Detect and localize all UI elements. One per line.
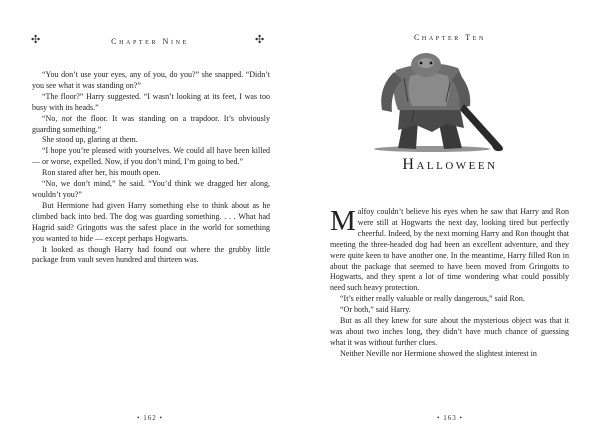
paragraph: But Hermione had given Harry something else to think about as he climbed back into bed. The dog was guarding something. . . . What had Hagrid said? Gringotts was the safest place in the world for something you wanted to hide — except perhaps Hogwarts. — [32, 200, 270, 243]
paragraph: “Or both,” said Harry. — [340, 305, 411, 315]
running-head: Chapter Nine — [111, 37, 189, 46]
page-number: • 163 • — [437, 414, 463, 422]
paragraph-text: alfoy couldn’t believe his eyes when he saw that Harry and Ron were still at Hogwarts the next day, looking tired but perfectly cheerful. Indeed, by the next morning Harry and Ron thought that meeting the three-headed dog had been an excellent adventure, and they were quite keen to have another one. In the meantime, Harry filled Ron in about the package that seemed to have been moved from Gringotts to Hogwarts, and they spent a lot of time wondering what could possibly need such heavy protection. — [330, 207, 569, 293]
page-number: • 162 • — [137, 414, 163, 422]
paragraph — [330, 207, 569, 294]
page-body-text — [32, 70, 270, 266]
paragraph: But as all they knew for sure about the mysterious object was that it was about two inches long, they didn’t have much chance of guessing what it was without further clues. — [330, 316, 569, 347]
paragraph: Ron stared after her, his mouth open. — [42, 168, 161, 178]
ornament-icon: ✣ — [31, 34, 41, 46]
paragraph: “No, not the floor. It was standing on a trapdoor. It’s obviously guarding something.” — [32, 113, 271, 134]
drop-cap: M — [330, 205, 356, 237]
chapter-label: Chapter Ten — [413, 33, 486, 42]
paragraph: She stood up, glaring at them. — [42, 135, 138, 145]
ornament-icon: ✣ — [255, 34, 265, 46]
paragraph: “You don’t use your eyes, any of you, do you?” she snapped. “Didn’t you see what it was standing on?” — [32, 70, 270, 90]
paragraph: It looked as though Harry had found out where the grubby little package from vault seven hundred and thirteen was. — [32, 244, 270, 265]
paragraph: “It’s either really valuable or really dangerous,” said Ron. — [340, 294, 525, 304]
paragraph: “No, we don’t mind,” he said. “You’d think we dragged her along, wouldn’t you?” — [32, 179, 270, 199]
paragraph: “The floor?” Harry suggested. “I wasn’t looking at its feet, I was too busy with its heads.” — [32, 91, 270, 112]
page-body-text — [330, 207, 569, 360]
paragraph: “I hope you’re pleased with yourselves. We could all have been killed — or worse, expelled. Now, if you don’t mind, I’m going to bed.” — [32, 146, 270, 167]
right-page — [300, 0, 600, 445]
paragraph: Neither Neville nor Hermione showed the slightest interest in — [340, 348, 537, 358]
chapter-title: Halloween — [402, 156, 498, 173]
troll-with-club-illustration — [360, 48, 510, 152]
